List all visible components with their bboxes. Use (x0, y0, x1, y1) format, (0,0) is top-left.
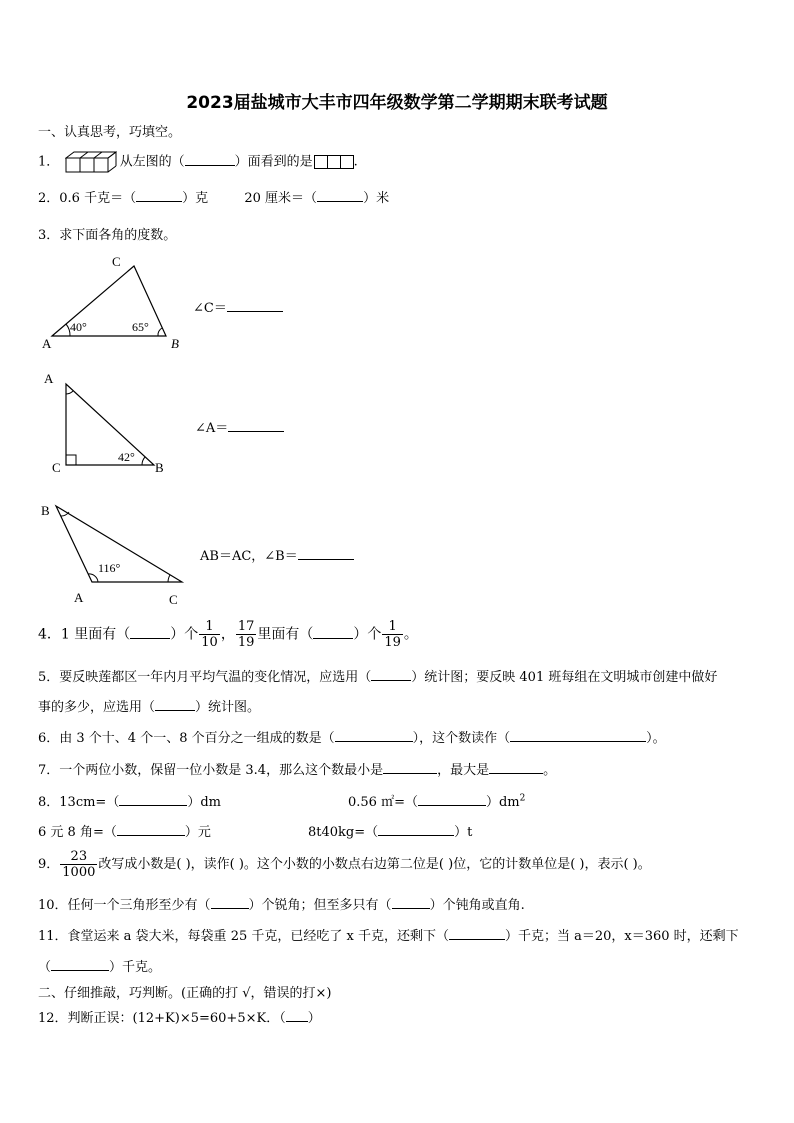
q9-frac-num: 23 (60, 849, 97, 865)
q4-blank-1[interactable] (130, 626, 170, 639)
q4-f2-num: 17 (237, 619, 255, 634)
q10-text-a: 10．任何一个三角形至少有（ (38, 898, 211, 913)
q7-text-c: 。 (543, 763, 557, 778)
q10-blank-2[interactable] (392, 896, 430, 909)
tri1-angle-A: 40° (70, 320, 87, 334)
question-2 (38, 187, 389, 206)
q2-text-a: ）克 (182, 191, 209, 206)
q4-fraction-2 (236, 619, 257, 650)
q10-text-c: ）个钝角或直角. (429, 898, 525, 913)
q1-number: 1． (38, 154, 60, 170)
tri1-blank[interactable] (227, 299, 283, 312)
q4-f3-den: 19 (384, 635, 401, 650)
q8-text-a: 8．13cm=（ (38, 795, 120, 810)
q5-text-1b: ）统计图；要反映 401 班每组在文明城市创建中做好 (411, 670, 718, 685)
q12-blank[interactable] (286, 1009, 308, 1022)
q7-text-b: ，最大是 (437, 763, 490, 778)
q5-text-1a: 5．要反映莲都区一年内月平均气温的变化情况，应选用（ (38, 670, 372, 685)
tri1-angle-B: 65° (132, 320, 149, 334)
q8-text-c: 0.56 ㎡=（ (348, 795, 418, 810)
q6-blank-2[interactable] (510, 729, 646, 742)
q6-text-b: ），这个数读作（ (412, 731, 511, 746)
q8-text-b: ）dm (187, 795, 221, 810)
question-11-line-2 (38, 956, 161, 975)
q5-text-2a: 事的多少，应选用（ (38, 700, 156, 715)
q4-f1-den: 10 (201, 635, 218, 650)
q9-number: 9． (38, 857, 60, 872)
tri2-ask: ∠A＝ (195, 421, 229, 436)
q2-text-num: 2．0.6 千克＝（ (38, 191, 137, 206)
q4-text-b: 里面有（ (257, 626, 314, 643)
tri2-label-B: B (155, 460, 164, 475)
q6-blank-1[interactable] (335, 729, 413, 742)
tri2-blank[interactable] (228, 419, 284, 432)
tri3-label-A: A (74, 590, 84, 605)
q8-blank-2[interactable] (418, 793, 486, 806)
q4-blank-2[interactable] (313, 626, 353, 639)
three-squares-figure (315, 155, 354, 170)
question-7 (38, 759, 556, 778)
tri3-angle-A: 116° (98, 561, 121, 575)
q8b-text-b: ）元 (184, 825, 211, 840)
q11-blank-1[interactable] (449, 927, 505, 940)
q5-blank-2[interactable] (155, 698, 195, 711)
q4-text-num: 4．1 里面有（ (38, 626, 131, 643)
q4-text-a: ）个 (170, 626, 199, 643)
tri1-label-A: A (42, 336, 52, 351)
q9-frac-den: 1000 (62, 865, 96, 880)
tri1-label-C: C (112, 254, 121, 269)
tri2-label-C: C (52, 460, 61, 475)
q8-text-d: ）dm (485, 795, 520, 810)
q1-text-b: ）面看到的是 (234, 154, 313, 170)
page-title: 2023届盐城市大丰市四年级数学第二学期期末联考试题 (186, 93, 608, 113)
q8b-text-d: ）t (454, 825, 473, 840)
q10-blank-1[interactable] (211, 896, 249, 909)
q2-blank-2[interactable] (317, 189, 363, 202)
triangle-1-figure (36, 252, 186, 352)
q11-text-1b: ）千克；当 a＝20，x＝360 时，还剩下 (504, 929, 739, 944)
q9-fraction (60, 849, 97, 880)
tri2-question (195, 417, 284, 436)
q4-f3-num: 1 (382, 619, 403, 635)
q8b-blank-2[interactable] (378, 823, 454, 836)
question-8b-right (308, 821, 472, 840)
q1-text-a: 从左图的（ (119, 154, 185, 170)
q8b-text-c: 8t40kg=（ (308, 825, 379, 840)
q4-text-c: ）个 (353, 626, 382, 643)
q12-text-b: ） (307, 1011, 321, 1026)
q8-superscript: 2 (519, 793, 526, 804)
q4-sep: ， (220, 626, 235, 643)
q11-text-1a: 11．食堂运来 a 袋大米，每袋重 25 千克，已经吃了 x 千克，还剩下（ (38, 929, 449, 944)
q11-text-2a: （ (38, 960, 52, 975)
triangle-2-figure (36, 368, 176, 478)
q2-text-c: ）米 (363, 191, 390, 206)
q7-blank-1[interactable] (383, 761, 437, 774)
q1-text-c: . (353, 154, 358, 170)
tri3-label-B: B (41, 503, 50, 518)
cube-figure (65, 150, 117, 174)
section-1-heading: 一、认真思考，巧填空。 (38, 125, 182, 140)
tri3-label-C: C (169, 592, 178, 607)
q4-f1-num: 1 (199, 619, 220, 635)
question-5-line-1 (38, 666, 717, 685)
q7-text-a: 7．一个两位小数，保留一位小数是 3.4，那么这个数最小是 (38, 763, 384, 778)
q11-blank-2[interactable] (51, 958, 109, 971)
question-10 (38, 894, 525, 913)
question-4 (38, 619, 418, 650)
question-9 (38, 849, 651, 880)
tri1-ask: ∠C＝ (193, 301, 227, 316)
q8b-blank-1[interactable] (117, 823, 185, 836)
tri1-question (193, 297, 283, 316)
tri3-blank[interactable] (298, 547, 354, 560)
tri2-angle-B: 42° (118, 450, 135, 464)
question-8-right (348, 791, 525, 810)
question-11-line-1 (38, 925, 739, 944)
q1-blank[interactable] (185, 153, 235, 166)
q4-fraction-1 (199, 619, 220, 650)
question-6 (38, 727, 666, 746)
section-2-heading: 二、仔细推敲，巧判断。(正确的打 √，错误的打×) (38, 986, 332, 1001)
tri2-label-A: A (44, 371, 54, 386)
triangle-3-figure (36, 498, 196, 610)
q8-blank-1[interactable] (119, 793, 187, 806)
q9-text: 改写成小数是( )，读作( )。这个小数的小数点右边第二位是( )位，它的计数单位是( )，表示( )。 (98, 857, 651, 872)
question-1 (38, 150, 358, 174)
q6-text-a: 6．由 3 个十、4 个一、8 个百分之一组成的数是（ (38, 731, 335, 746)
q6-text-c: ）。 (646, 731, 666, 746)
question-8b-left (38, 821, 211, 840)
tri3-question (200, 545, 354, 564)
q7-blank-2[interactable] (489, 761, 543, 774)
q4-f2-den: 19 (237, 635, 255, 650)
tri1-label-B: B (171, 336, 179, 351)
q5-blank-1[interactable] (371, 668, 411, 681)
q5-text-2b: ）统计图。 (195, 700, 261, 715)
q4-fraction-3 (382, 619, 403, 650)
q8b-text-a: 6 元 8 角=（ (38, 825, 117, 840)
q11-text-2b: ）千克。 (109, 960, 162, 975)
tri3-ask: AB＝AC，∠B＝ (200, 549, 298, 564)
question-8-left (38, 791, 221, 810)
question-5-line-2 (38, 696, 260, 715)
q2-text-b: 20 厘米＝（ (244, 191, 318, 206)
question-3: 3．求下面各角的度数。 (38, 228, 177, 243)
q2-blank-1[interactable] (136, 189, 182, 202)
q4-end: 。 (403, 626, 418, 643)
question-12 (38, 1007, 321, 1026)
q10-text-b: ）个锐角；但至多只有（ (248, 898, 392, 913)
q12-text-a: 12．判断正误：(12+K)×5=60+5×K．（ (38, 1011, 286, 1026)
